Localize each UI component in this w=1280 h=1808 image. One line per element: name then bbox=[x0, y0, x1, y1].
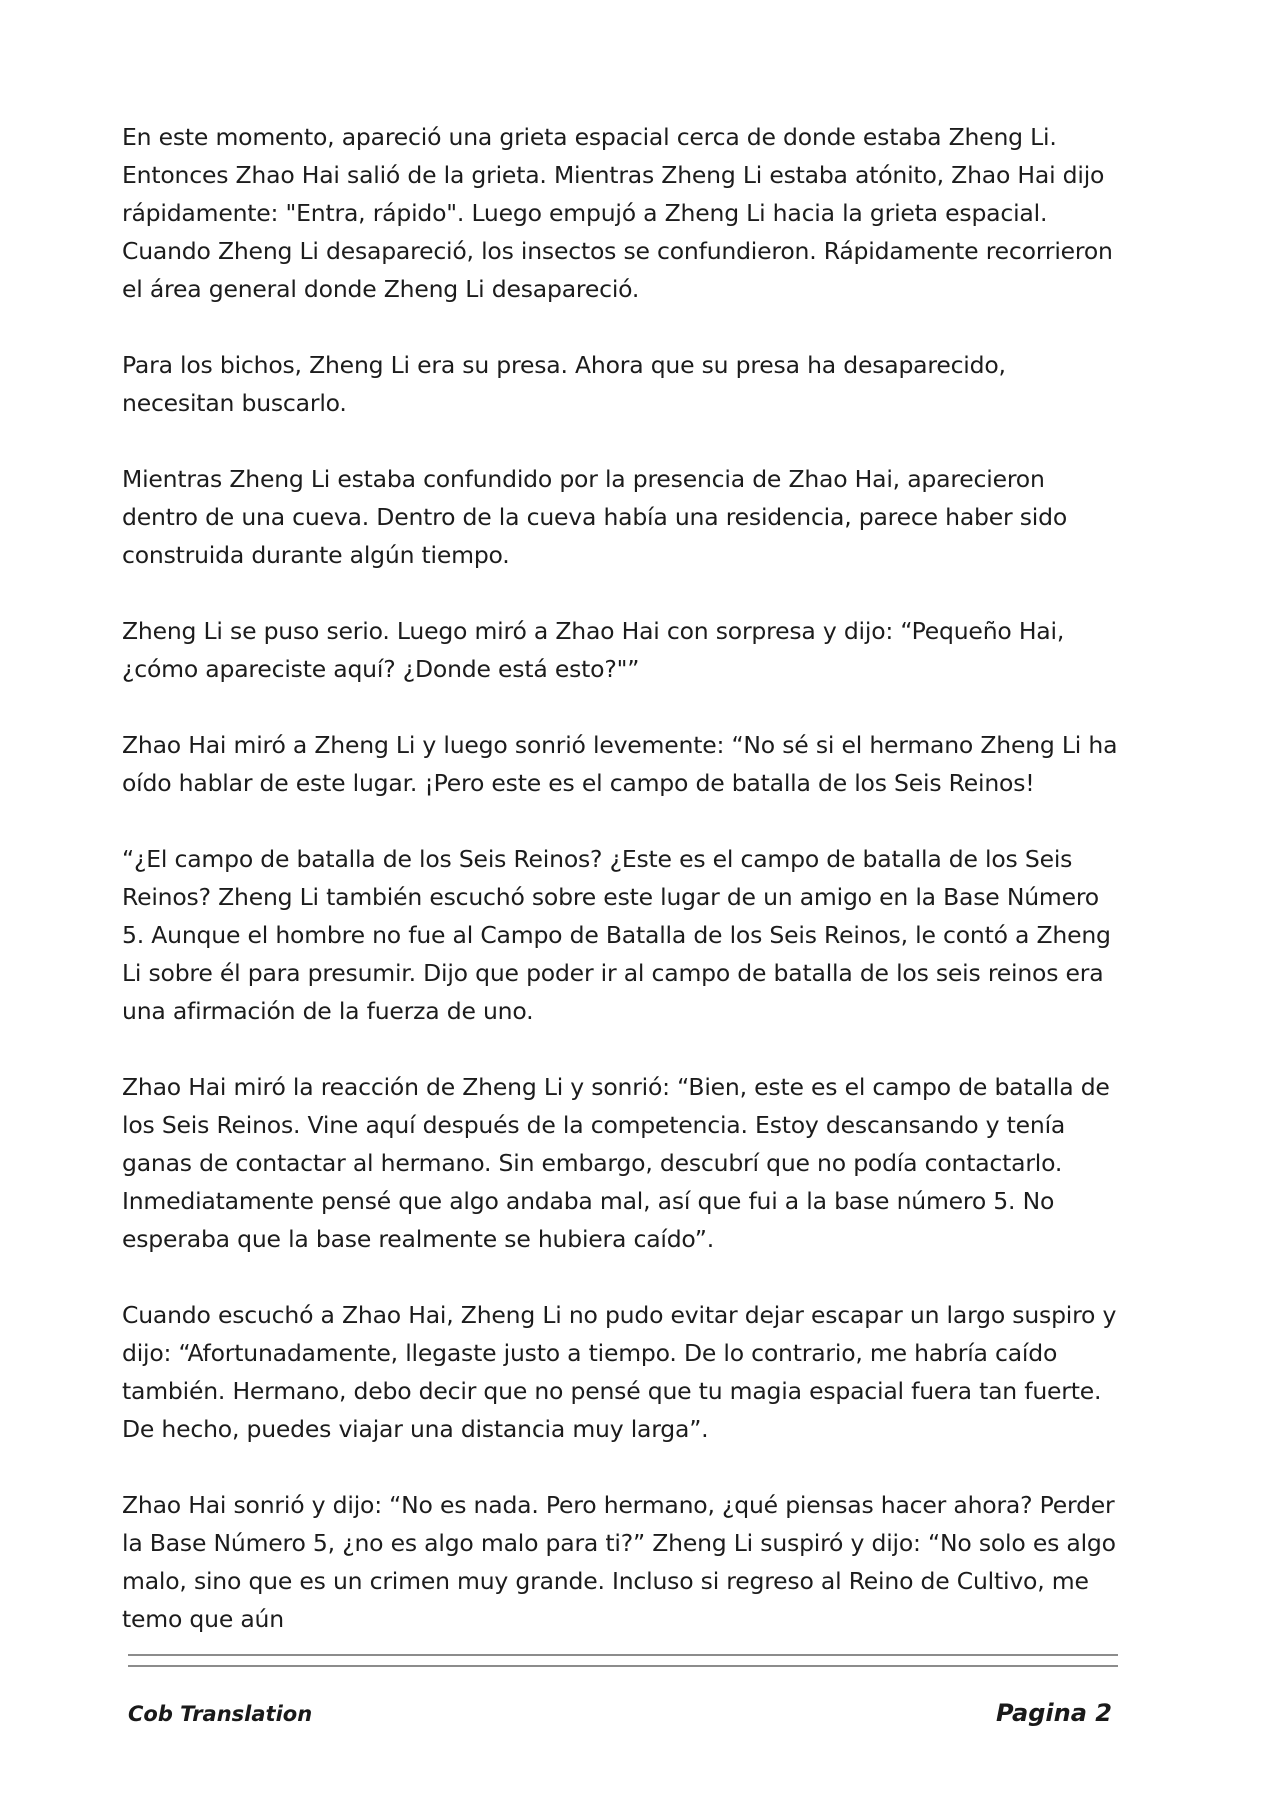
paragraph: Para los bichos, Zheng Li era su presa. Ahora que su presa ha desaparecido, necesitan buscarlo. bbox=[122, 351, 1006, 417]
footer-source-label: Cob Translation bbox=[128, 1702, 313, 1726]
paragraph: Mientras Zheng Li estaba confundido por la presencia de Zhao Hai, aparecieron dentro de una cueva. Dentro de la cueva había una residencia, parece haber sido construida durante algún tiempo. bbox=[122, 465, 1067, 569]
paragraph: “¿El campo de batalla de los Seis Reinos? ¿Este es el campo de batalla de los Seis Reinos? Zheng Li también escuchó sobre este lugar de un amigo en la Base Número 5. Aunque el hombre no fue al Campo de Batalla de los Seis Reinos, le contó a Zheng Li sobre él para presumir. Dijo que poder ir al campo de batalla de los seis reinos era una afirmación de la fuerza de uno. bbox=[122, 845, 1111, 1025]
paragraph: Zhao Hai sonrió y dijo: “No es nada. Pero hermano, ¿qué piensas hacer ahora? Perder la Base Número 5, ¿no es algo malo para ti?” Zheng Li suspiró y dijo: “No solo es algo malo, sino que es un crimen muy grande. Incluso si regreso al Reino de Cultivo, me temo que aún bbox=[122, 1491, 1116, 1633]
paragraph: Zhao Hai miró a Zheng Li y luego sonrió levemente: “No sé si el hermano Zheng Li ha oído hablar de este lugar. ¡Pero este es el campo de batalla de los Seis Reinos! bbox=[122, 731, 1118, 797]
paragraph: Cuando escuchó a Zhao Hai, Zheng Li no pudo evitar dejar escapar un largo suspiro y dijo: “Afortunadamente, llegaste justo a tiempo. De lo contrario, me habría caído también. Hermano, debo decir que no pensé que tu magia espacial fuera tan fuerte. De hecho, puedes viajar una distancia muy larga”. bbox=[122, 1301, 1117, 1443]
paragraph: En este momento, apareció una grieta espacial cerca de donde estaba Zheng Li. Entonces Zhao Hai salió de la grieta. Mientras Zheng Li estaba atónito, Zhao Hai dijo rápidamente: "Entra, rápido". Luego empujó a Zheng Li hacia la grieta espacial. Cuando Zheng Li desapareció, los insectos se confundieron. Rápidamente recorrieron el área general donde Zheng Li desapareció. bbox=[122, 123, 1113, 303]
document-body bbox=[122, 118, 1122, 1676]
footer-page-number: Pagina 2 bbox=[996, 1699, 1112, 1727]
paragraph: Zheng Li se puso serio. Luego miró a Zhao Hai con sorpresa y dijo: “Pequeño Hai, ¿cómo apareciste aquí? ¿Donde está esto?"” bbox=[122, 617, 1065, 683]
footer-divider-bottom bbox=[128, 1665, 1118, 1667]
footer-divider-top bbox=[128, 1654, 1118, 1656]
paragraph: Zhao Hai miró la reacción de Zheng Li y sonrió: “Bien, este es el campo de batalla de los Seis Reinos. Vine aquí después de la competencia. Estoy descansando y tenía ganas de contactar al hermano. Sin embargo, descubrí que no podía contactarlo. Inmediatamente pensé que algo andaba mal, así que fui a la base número 5. No esperaba que la base realmente se hubiera caído”. bbox=[122, 1073, 1110, 1253]
